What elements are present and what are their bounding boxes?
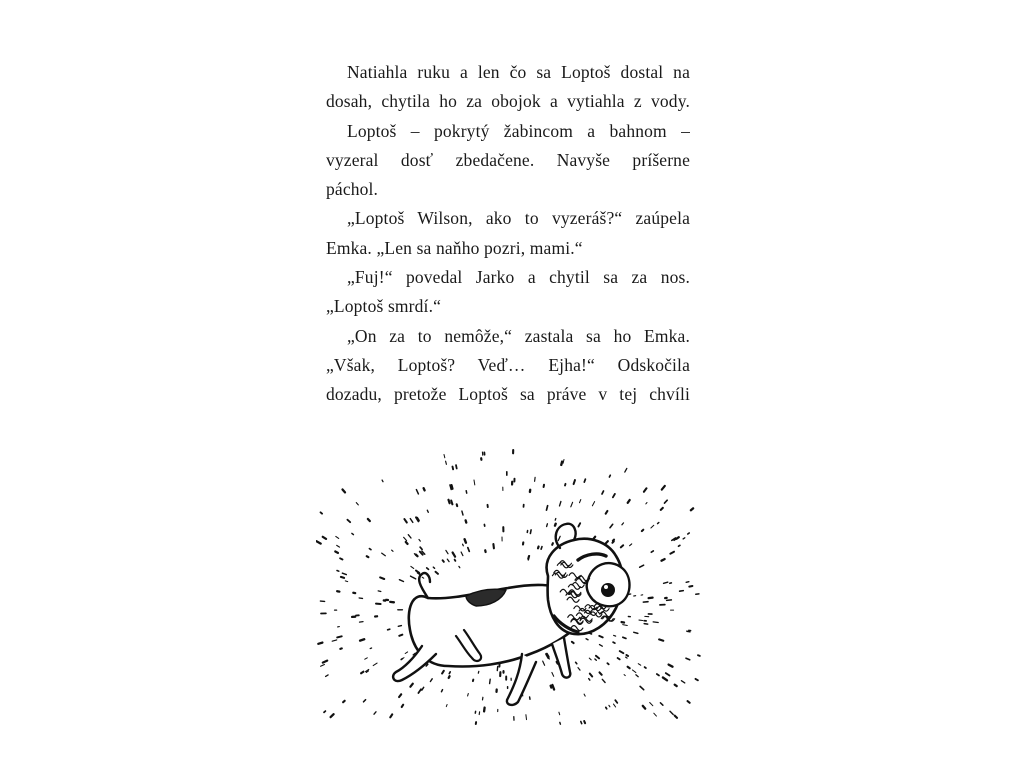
water-drop — [662, 486, 665, 490]
water-drop — [446, 550, 448, 553]
water-drop — [526, 715, 527, 720]
water-drop — [453, 553, 456, 557]
water-drop — [382, 553, 386, 556]
water-drop — [547, 524, 548, 527]
water-drop — [447, 559, 449, 562]
water-drop — [691, 508, 693, 510]
water-drop — [321, 665, 325, 667]
water-drop — [662, 559, 665, 561]
water-drop — [688, 701, 690, 703]
water-drop — [596, 656, 599, 659]
water-drop — [340, 648, 342, 649]
water-drop — [442, 690, 443, 692]
water-drop — [590, 674, 592, 677]
water-drop — [360, 622, 364, 623]
water-drop — [602, 679, 605, 682]
water-drop — [644, 488, 647, 492]
water-drop — [444, 455, 445, 458]
water-drop — [446, 705, 447, 707]
water-drop — [581, 722, 582, 724]
dog-nose — [601, 583, 615, 597]
water-drop — [661, 508, 663, 510]
water-drop — [663, 678, 667, 681]
water-drop — [555, 519, 556, 521]
water-drop — [478, 671, 479, 673]
text-line: Loptoš – pokrytý žabincom a bahnom – — [347, 120, 690, 141]
water-drop — [336, 536, 339, 538]
water-drop — [623, 637, 626, 638]
water-drop — [563, 460, 564, 464]
water-drop — [686, 658, 690, 660]
text-line: „Však, Loptoš? Veď… Ejha!“ Odskočila — [326, 354, 690, 375]
water-drop — [687, 631, 690, 632]
water-drop — [595, 659, 596, 660]
water-drop — [390, 714, 392, 717]
water-drop — [335, 552, 338, 553]
water-drop — [658, 523, 659, 524]
water-drop — [404, 537, 407, 540]
water-drop — [584, 721, 585, 723]
water-drop — [364, 700, 366, 702]
water-drop — [560, 722, 561, 724]
water-drop — [600, 645, 603, 647]
water-drop — [572, 642, 574, 643]
water-drop — [659, 639, 663, 640]
water-drop — [586, 639, 588, 640]
water-drop — [670, 552, 674, 554]
text-line: „Fuj!“ povedal Jarko a chytil sa za nos. — [347, 267, 690, 288]
water-drop — [696, 679, 698, 680]
dog-back-leg — [393, 646, 436, 681]
water-drop — [345, 581, 347, 582]
water-drop — [398, 626, 401, 627]
water-drop — [493, 544, 494, 548]
water-drop — [352, 533, 354, 534]
text-line: „On za to nemôže,“ zastala sa ho Emka. — [347, 325, 690, 346]
water-drop — [552, 685, 554, 690]
water-drop — [633, 670, 636, 673]
water-drop — [373, 663, 377, 666]
water-drop — [474, 480, 475, 485]
water-drop — [399, 580, 403, 582]
water-drop — [378, 591, 381, 592]
water-drop — [410, 684, 412, 687]
water-drop — [452, 485, 453, 489]
water-drop — [669, 665, 673, 667]
water-drop — [365, 658, 368, 659]
water-drop — [466, 491, 467, 493]
water-drop — [638, 664, 640, 666]
water-drop — [578, 668, 580, 671]
water-drop — [643, 706, 645, 709]
water-drop — [626, 657, 628, 658]
water-drop — [698, 655, 700, 656]
water-drop — [621, 545, 623, 547]
water-drop — [615, 700, 617, 703]
water-drop — [321, 512, 323, 513]
water-drop — [455, 560, 456, 561]
water-drop — [468, 548, 470, 552]
water-drop — [367, 556, 369, 557]
text-line: „Loptoš smrdí.“ — [326, 296, 442, 317]
water-drop — [602, 491, 604, 494]
water-drop — [528, 556, 529, 560]
water-drop — [347, 520, 350, 523]
water-drop — [456, 465, 457, 468]
water-drop — [337, 545, 340, 547]
water-drop — [427, 510, 428, 512]
water-drop — [667, 600, 672, 601]
dog-tail — [419, 573, 430, 598]
water-drop — [609, 705, 610, 707]
text-line: páchol. — [326, 179, 379, 200]
water-drop — [543, 661, 545, 665]
water-drop — [613, 494, 615, 497]
water-drop — [341, 577, 344, 578]
water-drop — [416, 490, 418, 494]
water-drop — [547, 506, 548, 510]
water-drop — [530, 530, 531, 534]
water-drop — [457, 504, 458, 506]
water-drop — [326, 675, 329, 677]
water-drop — [653, 622, 658, 623]
water-drop — [578, 523, 580, 526]
water-drop — [462, 511, 463, 515]
water-drop — [402, 705, 404, 707]
water-drop — [576, 662, 577, 664]
water-drop — [356, 503, 358, 505]
water-drop — [370, 648, 371, 649]
dog-nose-shine — [604, 585, 608, 589]
water-drop — [433, 567, 434, 568]
story-text — [326, 58, 690, 410]
water-drop — [645, 667, 646, 668]
water-drop — [323, 537, 326, 539]
water-drop — [642, 530, 644, 531]
water-drop — [688, 533, 689, 534]
text-line: dosah, chytila ho za obojok a vytiahla z vody. — [326, 91, 690, 112]
water-drop — [623, 625, 628, 626]
water-drop — [599, 636, 602, 638]
water-drop — [584, 694, 585, 696]
water-drop — [408, 535, 411, 538]
water-drop — [368, 519, 370, 521]
water-drop — [552, 673, 554, 677]
water-drop — [624, 675, 625, 676]
water-drop — [324, 711, 325, 712]
water-drop — [649, 598, 653, 599]
water-drop — [589, 658, 591, 660]
water-drop — [689, 586, 692, 587]
water-drop — [565, 484, 566, 486]
water-drop — [332, 640, 337, 641]
water-drop — [317, 541, 321, 543]
water-drop — [427, 568, 429, 570]
water-drop — [392, 550, 393, 551]
water-drop — [605, 541, 608, 544]
water-drop — [683, 538, 685, 539]
water-drop — [561, 462, 562, 465]
water-drop — [626, 655, 628, 656]
water-drop — [318, 643, 322, 644]
water-drop — [646, 503, 647, 504]
text-line: „Loptoš Wilson, ako to vyzeráš?“ zaúpela — [347, 208, 690, 229]
dog-illustration — [316, 440, 702, 728]
water-drop — [418, 689, 421, 693]
water-drop — [342, 573, 346, 574]
water-drop — [651, 525, 654, 528]
water-drop — [589, 679, 590, 681]
text-line: Natiahla ruku a len čo sa Loptoš dostal na — [347, 62, 690, 82]
water-drop — [613, 642, 615, 643]
water-drop — [607, 663, 608, 664]
water-drop — [410, 519, 413, 523]
water-drop — [340, 558, 342, 559]
water-drop — [552, 543, 553, 545]
water-drop — [406, 542, 408, 544]
water-drop — [413, 578, 416, 579]
water-drop — [436, 572, 439, 574]
water-drop — [451, 501, 452, 505]
water-drop — [651, 551, 653, 552]
water-drop — [622, 523, 624, 525]
water-drop — [424, 488, 425, 490]
water-drop — [449, 672, 450, 674]
water-drop — [625, 468, 627, 472]
water-drop — [369, 549, 371, 550]
water-drop — [679, 545, 680, 546]
water-drop — [558, 536, 560, 540]
water-drop — [555, 524, 556, 526]
water-drop — [420, 547, 422, 549]
water-drop — [380, 577, 384, 579]
water-drop — [606, 511, 608, 514]
water-drop — [551, 686, 552, 688]
water-drop — [657, 674, 659, 676]
water-drop — [331, 714, 334, 717]
water-drop — [600, 672, 602, 674]
water-drop — [660, 703, 663, 705]
water-drop — [650, 703, 653, 706]
water-drop — [361, 672, 363, 674]
water-drop — [449, 500, 450, 503]
water-drop — [343, 490, 346, 493]
water-drop — [628, 667, 630, 669]
water-drop — [665, 500, 668, 503]
water-drop — [404, 519, 406, 522]
water-drop — [453, 467, 454, 470]
water-drop — [411, 566, 414, 568]
water-drop — [419, 540, 420, 542]
water-drop — [490, 679, 491, 683]
water-drop — [614, 704, 616, 707]
water-drop — [360, 639, 364, 640]
water-drop — [680, 591, 684, 592]
water-drop — [681, 681, 684, 683]
water-drop — [484, 708, 485, 712]
water-drop — [399, 694, 401, 697]
water-drop — [592, 502, 594, 506]
water-drop — [388, 629, 390, 630]
dog-shaking-drawing — [316, 440, 702, 728]
water-drop — [664, 582, 668, 583]
water-drop — [610, 524, 613, 527]
water-drop — [449, 676, 450, 678]
water-drop — [535, 477, 536, 481]
text-line: Emka. „Len sa naňho pozri, mami.“ — [326, 237, 583, 258]
water-drop — [442, 671, 444, 674]
water-drop — [538, 547, 539, 549]
water-drop — [463, 544, 464, 546]
water-drop — [618, 658, 620, 659]
water-drop — [571, 502, 573, 507]
water-drop — [630, 544, 632, 546]
water-drop — [459, 566, 460, 567]
dog-front-leg-2 — [552, 638, 570, 678]
water-drop — [584, 479, 585, 482]
water-drop — [323, 661, 327, 663]
water-drop — [670, 711, 673, 714]
water-drop — [675, 685, 677, 686]
water-drop — [654, 713, 657, 716]
water-drop — [468, 694, 469, 697]
water-drop — [541, 547, 542, 550]
water-drop — [382, 480, 383, 482]
water-drop — [634, 632, 638, 633]
water-drop — [614, 635, 616, 636]
water-drop — [628, 500, 630, 503]
water-drop — [560, 502, 561, 506]
water-drop — [443, 560, 444, 562]
water-drop — [374, 712, 376, 714]
water-drop — [644, 624, 648, 625]
water-drop — [612, 541, 613, 542]
water-drop — [666, 673, 670, 675]
water-drop — [337, 571, 339, 572]
water-drop — [609, 475, 610, 477]
water-drop — [559, 712, 560, 715]
water-drop — [461, 552, 463, 556]
text-line: vyzeral dosť zbedačene. Navyše príšerne — [326, 149, 690, 170]
water-drop — [430, 679, 432, 682]
water-drop — [418, 573, 420, 574]
water-drop — [580, 500, 581, 503]
water-drop — [405, 652, 407, 654]
water-drop — [620, 651, 624, 653]
text-line: dozadu, pretože Loptoš sa práve v tej chvíli — [326, 384, 690, 405]
water-drop — [399, 635, 402, 636]
water-drop — [606, 707, 607, 708]
water-drop — [640, 686, 644, 689]
water-drop — [343, 701, 345, 702]
water-drop — [465, 539, 466, 543]
water-drop — [686, 582, 689, 583]
water-drop — [675, 716, 677, 718]
water-drop — [574, 480, 575, 484]
water-drop — [422, 687, 424, 690]
water-drop — [446, 461, 447, 464]
water-drop — [466, 520, 467, 522]
water-drop — [337, 636, 342, 637]
water-drop — [422, 577, 424, 578]
water-drop — [636, 675, 638, 677]
water-drop — [640, 565, 644, 567]
